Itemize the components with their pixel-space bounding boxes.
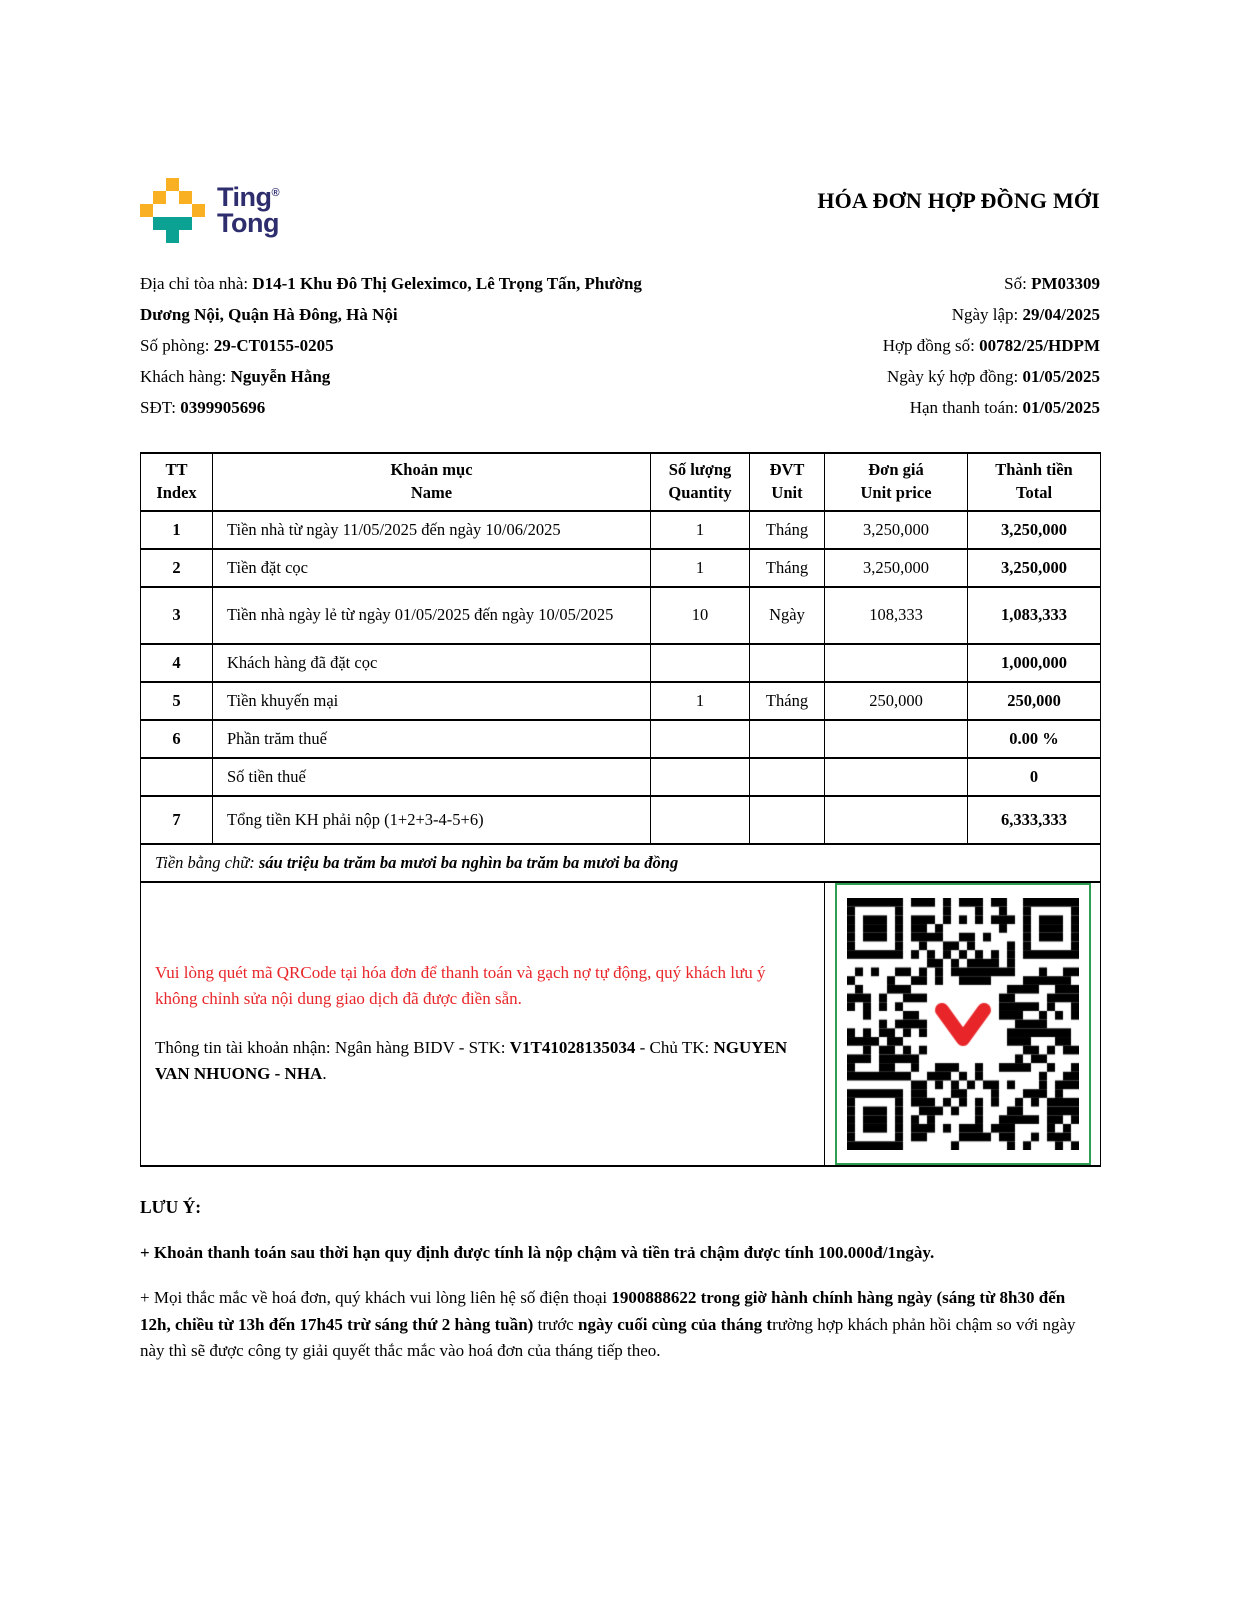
cell-total: 1,083,333	[968, 587, 1101, 644]
cell-quantity: 1	[651, 549, 750, 587]
cell-name: Số tiền thuế	[213, 758, 651, 796]
room-number-label: Số phòng:	[140, 335, 214, 355]
cell-name: Tiền đặt cọc	[213, 549, 651, 587]
table-row	[141, 758, 1101, 796]
table-row	[141, 511, 1101, 549]
payment-instructions-cell	[141, 882, 825, 1166]
cell-unit	[750, 720, 825, 758]
building-address-value: D14-1 Khu Đô Thị Geleximco, Lê Trọng Tấn, Phường Dương Nội, Quận Hà Đông, Hà Nội	[140, 274, 642, 324]
cell-total: 3,250,000	[968, 549, 1101, 587]
cell-unit-price: 3,250,000	[825, 511, 968, 549]
cell-index: 5	[141, 682, 213, 720]
invoice-table-header	[141, 453, 1101, 511]
bank-account-suffix: .	[322, 1064, 327, 1084]
amount-in-words-label: Tiền bằng chữ:	[155, 852, 259, 872]
customer-name-label: Khách hàng:	[140, 366, 231, 386]
tingtong-logo-icon	[140, 178, 205, 243]
col-header-unit-price: Đơn giá Unit price	[825, 453, 968, 511]
col-header-quantity: Số lượng Quantity	[651, 453, 750, 511]
contract-number-value: 00782/25/HDPM	[979, 335, 1100, 355]
cell-quantity	[651, 758, 750, 796]
cell-quantity	[651, 720, 750, 758]
cell-total: 250,000	[968, 682, 1101, 720]
cell-unit: Tháng	[750, 511, 825, 549]
cell-unit: Ngày	[750, 587, 825, 644]
building-address-line	[140, 269, 660, 331]
bank-account-mid: - Chủ TK:	[635, 1037, 714, 1057]
late-payment-note: + Khoản thanh toán sau thời hạn quy định được tính là nộp chậm và tiền trả chậm được tính 100.000đ/1ngày.	[140, 1242, 935, 1262]
cell-name: Tiền nhà ngày lẻ từ ngày 01/05/2025 đến ngày 10/05/2025	[213, 587, 651, 644]
hotline-note	[140, 1285, 1100, 1364]
contract-sign-date-line	[883, 362, 1100, 393]
cell-unit-price	[825, 796, 968, 844]
hotline-note-part3: trước	[533, 1314, 578, 1334]
customer-phone-label: SĐT:	[140, 397, 181, 417]
table-row	[141, 587, 1101, 644]
cell-quantity	[651, 644, 750, 682]
contract-number-line	[883, 331, 1100, 362]
cell-quantity: 1	[651, 682, 750, 720]
payment-due-date-line	[883, 393, 1100, 424]
cell-unit	[750, 644, 825, 682]
payment-due-date-label: Hạn thanh toán:	[909, 397, 1023, 417]
cell-unit-price	[825, 644, 968, 682]
cell-name: Tiền khuyến mại	[213, 682, 651, 720]
cell-index: 6	[141, 720, 213, 758]
logo-word-ting: Ting	[217, 181, 272, 212]
notes-section	[140, 1197, 1100, 1365]
cell-name: Phần trăm thuế	[213, 720, 651, 758]
issue-date-value: 29/04/2025	[1022, 304, 1100, 324]
invoice-title: HÓA ĐƠN HỢP ĐỒNG MỚI	[817, 188, 1100, 213]
bank-account-number: V1T41028135034	[509, 1037, 636, 1057]
col-header-index: TT Index	[141, 453, 213, 511]
amount-in-words-value: sáu triệu ba trăm ba mươi ba nghìn ba trăm ba mươi ba đồng	[258, 852, 679, 872]
table-row	[141, 644, 1101, 682]
invoice-table	[140, 452, 1101, 1167]
building-address-label: Địa chỉ tòa nhà:	[140, 274, 253, 293]
cell-unit-price: 250,000	[825, 682, 968, 720]
info-section	[140, 269, 1100, 424]
col-header-unit: ĐVT Unit	[750, 453, 825, 511]
logo-word-tong: Tong	[217, 207, 279, 238]
header	[140, 178, 1100, 243]
notes-heading: LƯU Ý:	[140, 1196, 202, 1217]
cell-total: 1,000,000	[968, 644, 1101, 682]
room-number-line	[140, 331, 660, 362]
room-number-value: 29-CT0155-0205	[213, 335, 334, 355]
table-row	[141, 720, 1101, 758]
bank-account-holder: NGUYEN VAN NHUONG - NHA	[155, 1037, 788, 1084]
customer-info	[140, 269, 660, 424]
amount-in-words-row	[141, 844, 1101, 882]
cell-total: 6,333,333	[968, 796, 1101, 844]
cell-index: 7	[141, 796, 213, 844]
qr-warning-text: Vui lòng quét mã QRCode tại hóa đơn để thanh toán và gạch nợ tự động, quý khách lưu ý không chỉnh sửa nội dung giao dịch đã được điền sẵn.	[155, 963, 766, 1009]
cell-name: Tiền nhà từ ngày 11/05/2025 đến ngày 10/06/2025	[213, 511, 651, 549]
cell-index: 3	[141, 587, 213, 644]
table-row	[141, 682, 1101, 720]
cell-total: 0	[968, 758, 1101, 796]
contract-sign-date-value: 01/05/2025	[1022, 366, 1100, 386]
invoice-meta	[883, 269, 1100, 424]
invoice-number-line	[883, 269, 1100, 300]
qr-code-icon	[847, 898, 1079, 1150]
customer-phone-line	[140, 393, 660, 424]
cell-unit: Tháng	[750, 549, 825, 587]
cell-index	[141, 758, 213, 796]
table-row-grand-total	[141, 796, 1101, 844]
tingtong-logo	[140, 178, 279, 243]
tingtong-logo-text	[217, 181, 280, 238]
cell-unit: Tháng	[750, 682, 825, 720]
payment-due-date-value: 01/05/2025	[1022, 397, 1100, 417]
cell-name: Khách hàng đã đặt cọc	[213, 644, 651, 682]
cell-total: 3,250,000	[968, 511, 1101, 549]
cell-name: Tổng tiền KH phải nộp (1+2+3-4-5+6)	[213, 796, 651, 844]
customer-name-value: Nguyễn Hằng	[230, 366, 331, 386]
hotline-note-bold-phone: 1900888622 trong giờ hành chính hàng ngày (sáng từ 8h30 đến 12h, chiều từ 13h đến 17h45 trừ sáng thứ 2 hàng tuần)	[140, 1288, 1066, 1334]
issue-date-line	[883, 300, 1100, 331]
cell-total: 0.00 %	[968, 720, 1101, 758]
cell-quantity: 10	[651, 587, 750, 644]
cell-unit-price	[825, 720, 968, 758]
issue-date-label: Ngày lập:	[951, 304, 1023, 324]
qr-code-frame	[835, 883, 1091, 1165]
contract-sign-date-label: Ngày ký hợp đồng:	[887, 366, 1023, 386]
cell-unit-price: 3,250,000	[825, 549, 968, 587]
cell-unit	[750, 796, 825, 844]
cell-unit	[750, 758, 825, 796]
table-row	[141, 549, 1101, 587]
cell-index: 2	[141, 549, 213, 587]
customer-phone-value: 0399905696	[180, 397, 266, 417]
invoice-number-label: Số:	[1004, 274, 1032, 293]
contract-number-label: Hợp đồng số:	[882, 335, 980, 355]
bank-account-info	[155, 1035, 798, 1088]
col-header-name: Khoản mục Name	[213, 453, 651, 511]
invoice-number-value: PM03309	[1031, 274, 1100, 293]
cell-index: 4	[141, 644, 213, 682]
cell-quantity	[651, 796, 750, 844]
hotline-note-part5: rường hợp khách phản hồi chậm so với ngày này thì sẽ được công ty giải quyết thắc mắc vào hoá đơn của tháng tiếp theo.	[140, 1314, 1076, 1360]
bank-account-prefix: Thông tin tài khoản nhận: Ngân hàng BIDV - STK:	[155, 1037, 510, 1057]
hotline-note-bold-deadline: ngày cuối cùng của tháng t	[577, 1314, 773, 1334]
cell-unit-price: 108,333	[825, 587, 968, 644]
hotline-note-part1: + Mọi thắc mắc về hoá đơn, quý khách vui lòng liên hệ số điện thoại	[140, 1288, 612, 1308]
cell-index: 1	[141, 511, 213, 549]
col-header-total: Thành tiền Total	[968, 453, 1101, 511]
payment-row	[141, 882, 1101, 1166]
cell-quantity: 1	[651, 511, 750, 549]
customer-name-line	[140, 362, 660, 393]
qr-code-cell	[825, 882, 1101, 1166]
cell-unit-price	[825, 758, 968, 796]
registered-mark-icon: ®	[271, 186, 280, 199]
